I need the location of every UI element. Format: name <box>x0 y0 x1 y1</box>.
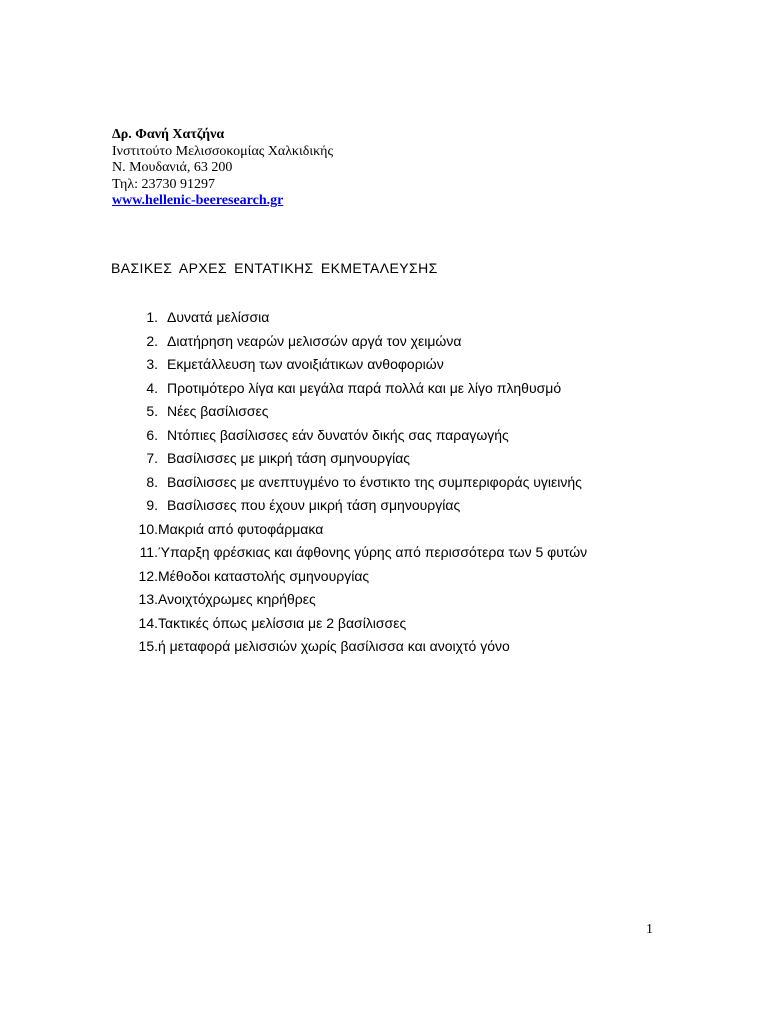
list-item <box>130 355 587 379</box>
list-item-number: 15. <box>138 638 158 654</box>
list-item-number: 12. <box>138 567 158 584</box>
list-item <box>130 449 587 473</box>
list-item-number: 2. <box>146 332 158 349</box>
list-item-number: 3. <box>146 356 158 372</box>
list-item-text: Προτιμότερο λίγα και μεγάλα παρά πολλά και με λίγο πληθυσμό <box>167 379 562 396</box>
list-item-number: 10. <box>138 520 158 537</box>
list-item-number: 6. <box>146 426 158 443</box>
list-item-number: 4. <box>146 379 158 396</box>
list-item-number: 1. <box>146 309 158 325</box>
list-item-text: Βασίλισσες με μικρή τάση σμηνουργίας <box>167 450 411 466</box>
list-item <box>130 308 587 332</box>
author-block <box>112 127 333 210</box>
list-item-number: 7. <box>146 450 158 466</box>
page-number: 1 <box>646 922 653 937</box>
list-item <box>130 496 587 520</box>
list-item <box>130 614 587 638</box>
list-item-text: Εκμετάλλευση των ανοιξιάτικων ανθοφοριών <box>167 356 444 372</box>
list-item-text: ή μεταφορά μελισσιών χωρίς βασίλισσα και ανοιχτό γόνο <box>158 638 510 654</box>
list-item-text: Βασίλισσες με ανεπτυγμένο το ένστικτο της συμπεριφοράς υγιεινής <box>167 473 582 490</box>
author-institute: Ινστιτούτο Μελισσοκομίας Χαλκιδικής <box>112 143 334 159</box>
list-item <box>130 543 587 567</box>
author-name: Δρ. Φανή Χατζήνα <box>112 127 225 142</box>
list-item-text: Βασίλισσες που έχουν μικρή τάση σμηνουργίας <box>167 497 461 513</box>
list-item <box>130 473 587 497</box>
author-address: Ν. Μουδανιά, 63 200 <box>112 160 233 175</box>
list-item-number: 9. <box>146 497 158 513</box>
list-item-number: 5. <box>146 403 158 419</box>
document-title: ΒΑΣΙΚΕΣ ΑΡΧΕΣ ΕΝΤΑΤΙΚΗΣ ΕΚΜΕΤΑΛΕΥΣΗΣ <box>111 260 438 276</box>
author-phone: Τηλ: 23730 91297 <box>112 176 216 192</box>
list-item <box>130 520 587 544</box>
list-item-text: Ανοιχτόχρωμες κηρήθρες <box>158 591 316 607</box>
list-item-text: Ύπαρξη φρέσκιας και άφθονης γύρης από περισσότερα των 5 φυτών <box>158 544 588 560</box>
list-item <box>130 379 587 403</box>
list-item <box>130 332 587 356</box>
list-item-text: Τακτικές όπως μελίσσια με 2 βασίλισσες <box>158 614 407 631</box>
list-item-number: 11. <box>139 544 158 560</box>
list-item <box>130 402 587 426</box>
principles-list <box>130 308 587 661</box>
list-item-text: Μακριά από φυτοφάρμακα <box>158 520 324 537</box>
list-item-number: 14. <box>138 614 158 631</box>
list-item-text: Διατήρηση νεαρών μελισσών αργά τον χειμώνα <box>167 332 462 349</box>
list-item <box>130 590 587 614</box>
list-item <box>130 426 587 450</box>
list-item-text: Νέες βασίλισσες <box>167 403 269 419</box>
list-item-text: Δυνατά μελίσσια <box>167 309 270 325</box>
list-item-number: 13. <box>138 591 158 607</box>
website-link[interactable]: www.hellenic-beeresearch.gr <box>112 193 284 208</box>
list-item-text: Μέθοδοι καταστολής σμηνουργίας <box>158 567 370 584</box>
list-item <box>130 567 587 591</box>
list-item-text: Ντόπιες βασίλισσες εάν δυνατόν δικής σας παραγωγής <box>167 426 509 443</box>
list-item-number: 8. <box>146 473 158 490</box>
list-item <box>130 637 587 661</box>
